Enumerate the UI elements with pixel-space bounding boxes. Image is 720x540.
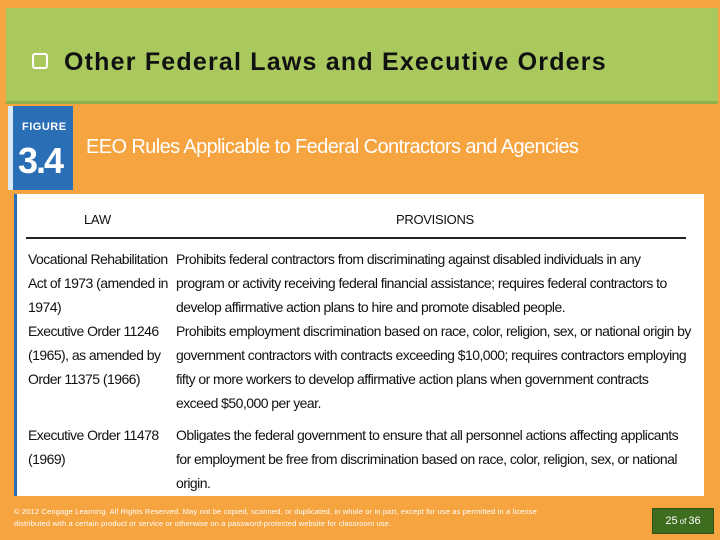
slide-title-bar bbox=[6, 8, 718, 104]
row-1-law: Vocational Rehabilitation Act of 1973 (amended in 1974) bbox=[28, 251, 168, 315]
header-divider bbox=[26, 237, 686, 239]
figure-label: FIGURE bbox=[22, 121, 67, 133]
figure-caption: EEO Rules Applicable to Federal Contractors and Agencies bbox=[86, 136, 579, 158]
page-of: of bbox=[679, 517, 687, 526]
row-3-provisions: Obligates the federal government to ensure that all personnel actions affecting applicants for employment be free from discrimination based on race, color, religion, sex, or national origin. bbox=[176, 427, 679, 491]
column-header-provisions: PROVISIONS bbox=[396, 212, 474, 227]
column-header-law: LAW bbox=[84, 212, 111, 227]
figure-badge bbox=[8, 106, 73, 190]
slide-title: Other Federal Laws and Executive Orders bbox=[64, 48, 607, 76]
figure-badge-stripe bbox=[8, 106, 13, 190]
row-2-provisions: Prohibits employment discrimination based on race, color, religion, sex, or national origin by government contractors with contracts exceeding $10,000; requires contractors employing fifty or more workers to develop affirmative action plans when government contracts exceed $50,000 per year. bbox=[176, 323, 691, 411]
row-3-law: Executive Order 11478 (1969) bbox=[28, 427, 159, 467]
page-total: 36 bbox=[688, 515, 701, 527]
eeo-rules-table bbox=[14, 194, 704, 496]
row-1-provisions: Prohibits federal contractors from discriminating against disabled individuals in any program or activity receiving federal financial assistance; requires federal contractors to develop affirmative action plans to hire and promote disabled people. bbox=[176, 251, 667, 315]
page-current: 25 bbox=[665, 515, 678, 527]
copyright-notice: © 2012 Cengage Learning. All Rights Reserved. May not be copied, scanned, or duplicated, in whole or in part, except for use as permitted in a license distributed with a certain product or service or otherwise on a password-protected website for classroom use. bbox=[14, 507, 537, 528]
figure-number: 3.4 bbox=[18, 140, 63, 181]
table-left-edge bbox=[14, 194, 17, 496]
row-2-law: Executive Order 11246 (1965), as amended by Order 11375 (1966) bbox=[28, 323, 161, 387]
bullet-square-icon bbox=[32, 53, 48, 69]
page-indicator bbox=[652, 508, 714, 534]
